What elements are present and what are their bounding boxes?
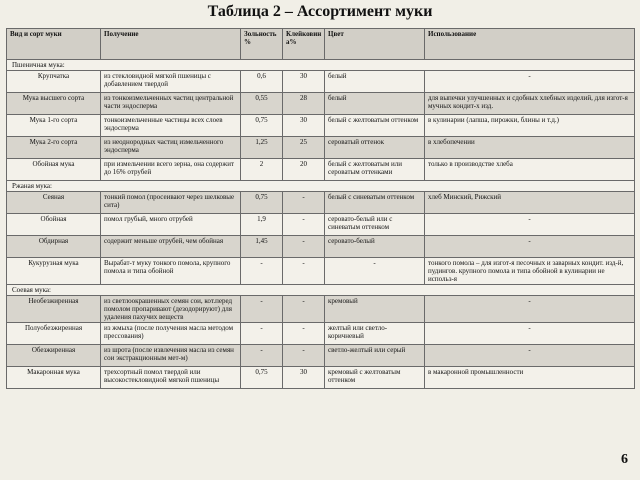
row-color-cell: желтый или светло-коричневый <box>325 323 425 345</box>
header-ash: Зольность % <box>241 29 283 60</box>
row-color-cell: сероватый оттенок <box>325 137 425 159</box>
group-label: Ржаная мука: <box>7 181 635 192</box>
row-ash-cell: 2 <box>241 159 283 181</box>
row-production-cell: помол грубый, много отрубей <box>101 214 241 236</box>
row-production-cell: из стекловидной мягкой пшеницы с добавлением твердой <box>101 71 241 93</box>
row-production-cell: из тонкоизмельченных частиц центральной части эндосперма <box>101 93 241 115</box>
row-production-cell: из неоднородных частиц измельченного эндосперма <box>101 137 241 159</box>
assortment-table <box>6 28 635 389</box>
row-name-cell: Сеяная <box>7 192 101 214</box>
row-usage-cell: - <box>425 323 635 345</box>
row-ash-cell: 0,75 <box>241 115 283 137</box>
row-color-cell: серовато-белый <box>325 236 425 258</box>
row-gluten-cell: - <box>283 296 325 323</box>
table-header-row <box>7 29 635 60</box>
row-color-cell: белый с желтоватым оттенком <box>325 115 425 137</box>
row-usage-cell: для выпечки улучшенных и сдобных хлебных изделий, для изгот-я мучных кондит-х изд. <box>425 93 635 115</box>
table-row <box>7 137 635 159</box>
table-row <box>7 296 635 323</box>
header-name: Вид и сорт муки <box>7 29 101 60</box>
row-production-cell: при измельчении всего зерна, она содержит до 16% отрубей <box>101 159 241 181</box>
row-ash-cell: - <box>241 345 283 367</box>
table-row <box>7 345 635 367</box>
row-gluten-cell: - <box>283 192 325 214</box>
header-color: Цвет <box>325 29 425 60</box>
table-row <box>7 115 635 137</box>
row-name-cell: Мука высшего сорта <box>7 93 101 115</box>
row-production-cell: из светлоокрашенных семян сои, кот.перед помолом пропаривают (дезодорируют) для удаления пахучих веществ <box>101 296 241 323</box>
header-usage: Использование <box>425 29 635 60</box>
row-gluten-cell: 28 <box>283 93 325 115</box>
row-color-cell: светло-желтый или серый <box>325 345 425 367</box>
table-row <box>7 236 635 258</box>
page-number: 6 <box>621 452 628 467</box>
row-name-cell: Мука 2-го сорта <box>7 137 101 159</box>
row-ash-cell: 0,75 <box>241 192 283 214</box>
row-name-cell: Обойная мука <box>7 159 101 181</box>
row-gluten-cell: - <box>283 258 325 285</box>
row-color-cell: - <box>325 258 425 285</box>
row-gluten-cell: - <box>283 323 325 345</box>
row-production-cell: тонкоизмельченные частицы всех слоев эндосперма <box>101 115 241 137</box>
row-usage-cell: только в производстве хлеба <box>425 159 635 181</box>
table-row <box>7 192 635 214</box>
row-name-cell: Макаронная мука <box>7 367 101 389</box>
row-usage-cell: в макаронной промышленности <box>425 367 635 389</box>
row-color-cell: белый с синеватым оттенком <box>325 192 425 214</box>
row-usage-cell: - <box>425 214 635 236</box>
row-gluten-cell: - <box>283 214 325 236</box>
row-usage-cell: - <box>425 236 635 258</box>
row-usage-cell: - <box>425 296 635 323</box>
row-ash-cell: 0,6 <box>241 71 283 93</box>
table-row <box>7 71 635 93</box>
row-gluten-cell: 20 <box>283 159 325 181</box>
group-header-row <box>7 60 635 71</box>
row-ash-cell: - <box>241 296 283 323</box>
page-title: Таблица 2 – Ассортимент муки <box>207 3 433 20</box>
row-usage-cell: - <box>425 345 635 367</box>
row-gluten-cell: - <box>283 236 325 258</box>
row-name-cell: Обойная <box>7 214 101 236</box>
row-name-cell: Необезжиренная <box>7 296 101 323</box>
table-body <box>7 60 635 389</box>
row-ash-cell: 0,55 <box>241 93 283 115</box>
row-name-cell: Обезжиренная <box>7 345 101 367</box>
row-ash-cell: - <box>241 323 283 345</box>
row-color-cell: белый <box>325 93 425 115</box>
table-row <box>7 323 635 345</box>
row-color-cell: белый с желтоватым или сероватым оттенками <box>325 159 425 181</box>
row-name-cell: Крупчатка <box>7 71 101 93</box>
row-production-cell: трехсортный помол твердой или высокостекловидной мягкой пшеницы <box>101 367 241 389</box>
table-row <box>7 214 635 236</box>
row-usage-cell: тонкого помола – для изгот-я песочных и заварных кондит. изд-й, пудингов. крупного помола и типа обойной в кулинарии не использ-я <box>425 258 635 285</box>
row-gluten-cell: - <box>283 345 325 367</box>
row-production-cell: тонкий помол (просеивают через шелковые сита) <box>101 192 241 214</box>
group-label: Соевая мука: <box>7 285 635 296</box>
table-row <box>7 93 635 115</box>
table-row <box>7 159 635 181</box>
row-usage-cell: хлеб Минский, Рижский <box>425 192 635 214</box>
row-gluten-cell: 30 <box>283 71 325 93</box>
row-name-cell: Полуобезжиренная <box>7 323 101 345</box>
row-production-cell: содержит меньше отрубей, чем обойная <box>101 236 241 258</box>
table-row <box>7 367 635 389</box>
group-header-row <box>7 285 635 296</box>
header-gluten: Клейковин а% <box>283 29 325 60</box>
table-row <box>7 258 635 285</box>
row-ash-cell: 1,9 <box>241 214 283 236</box>
row-ash-cell: 1,25 <box>241 137 283 159</box>
header-production: Получение <box>101 29 241 60</box>
row-production-cell: из шрота (после извлечения масла из семян сои экстракционным мет-м) <box>101 345 241 367</box>
row-gluten-cell: 30 <box>283 367 325 389</box>
row-usage-cell: в кулинарии (лапша, пирожки, блины и т.д.) <box>425 115 635 137</box>
group-header-row <box>7 181 635 192</box>
row-gluten-cell: 30 <box>283 115 325 137</box>
row-color-cell: кремовый с желтоватым оттенком <box>325 367 425 389</box>
row-color-cell: белый <box>325 71 425 93</box>
row-ash-cell: 0,75 <box>241 367 283 389</box>
row-production-cell: Вырабат-т муку тонкого помола, крупного помола и типа обойной <box>101 258 241 285</box>
row-gluten-cell: 25 <box>283 137 325 159</box>
row-ash-cell: - <box>241 258 283 285</box>
group-label: Пшеничная мука: <box>7 60 635 71</box>
row-name-cell: Мука 1-го сорта <box>7 115 101 137</box>
row-name-cell: Обдирная <box>7 236 101 258</box>
row-color-cell: кремовый <box>325 296 425 323</box>
row-ash-cell: 1,45 <box>241 236 283 258</box>
row-production-cell: из жмыха (после получения масла методом прессования) <box>101 323 241 345</box>
row-name-cell: Кукурузная мука <box>7 258 101 285</box>
row-usage-cell: в хлебопечении <box>425 137 635 159</box>
row-color-cell: серовато-белый или с синеватым оттенком <box>325 214 425 236</box>
row-usage-cell: - <box>425 71 635 93</box>
